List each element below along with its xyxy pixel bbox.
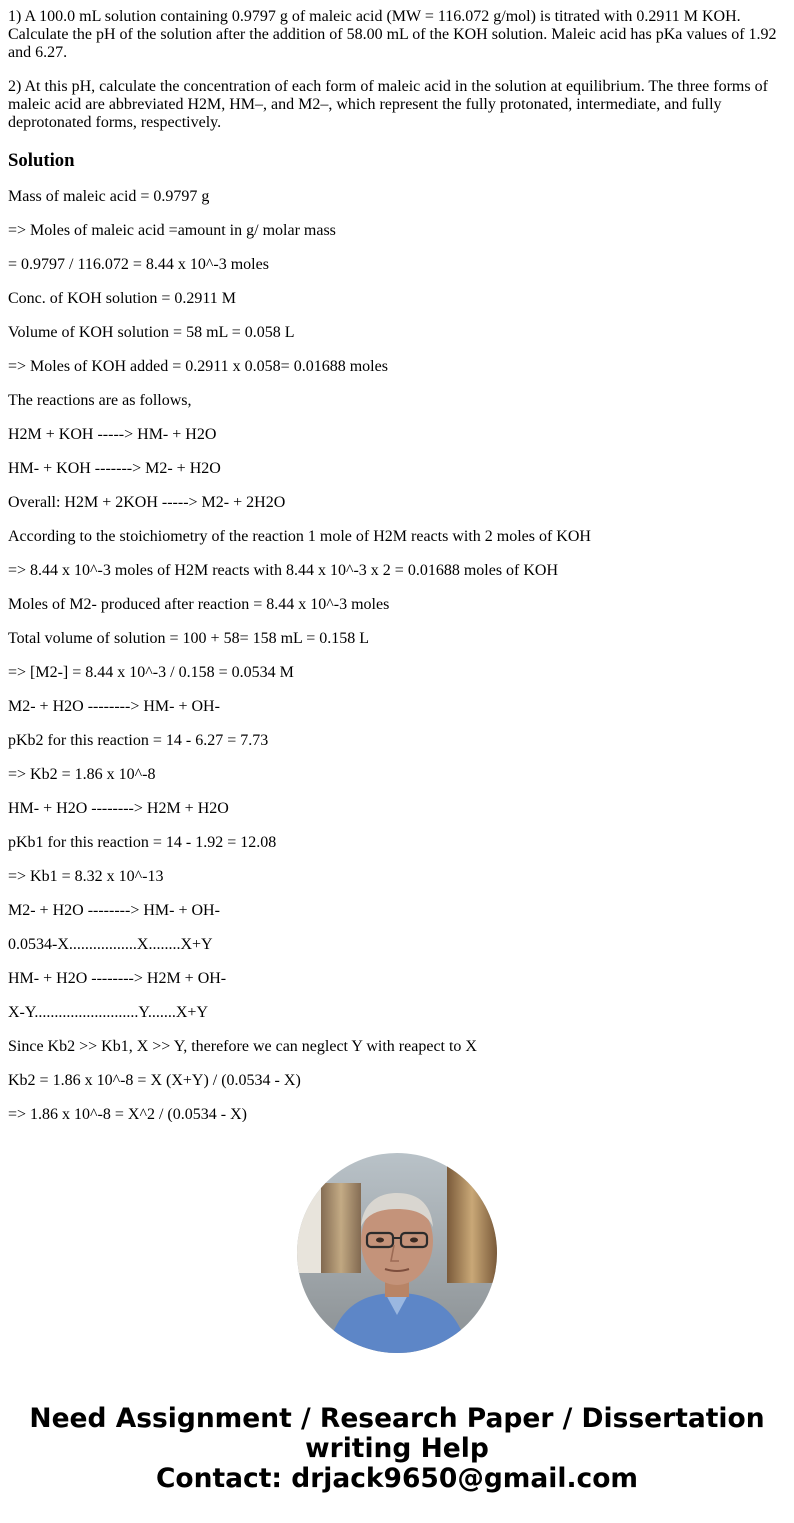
solution-line: Moles of M2- produced after reaction = 8.44 x 10^-3 moles bbox=[8, 596, 390, 613]
solution-line: => Kb2 = 1.86 x 10^-8 bbox=[8, 766, 156, 783]
solution-line: pKb1 for this reaction = 14 - 1.92 = 12.08 bbox=[8, 834, 277, 851]
solution-line: => Moles of KOH added = 0.2911 x 0.058= 0.01688 moles bbox=[8, 358, 388, 375]
solution-line: H2M + KOH -----> HM- + H2O bbox=[8, 426, 217, 443]
solution-line: Since Kb2 >> Kb1, X >> Y, therefore we can neglect Y with reapect to X bbox=[8, 1038, 477, 1055]
footer-line-1: Need Assignment / Research Paper / Dissertation bbox=[29, 1403, 765, 1434]
solution-line: HM- + H2O --------> H2M + H2O bbox=[8, 800, 229, 817]
solution-line: => Moles of maleic acid =amount in g/ molar mass bbox=[8, 222, 336, 239]
solution-line: => [M2-] = 8.44 x 10^-3 / 0.158 = 0.0534 M bbox=[8, 664, 294, 681]
solution-line: = 0.9797 / 116.072 = 8.44 x 10^-3 moles bbox=[8, 256, 269, 273]
solution-line: HM- + KOH -------> M2- + H2O bbox=[8, 460, 221, 477]
author-avatar bbox=[297, 1153, 497, 1353]
solution-line: => 1.86 x 10^-8 = X^2 / (0.0534 - X) bbox=[8, 1106, 247, 1122]
solution-lines bbox=[8, 188, 786, 1122]
solution-line: M2- + H2O --------> HM- + OH- bbox=[8, 902, 220, 919]
footer-line-2: writing Help bbox=[305, 1433, 489, 1464]
solution-line: Overall: H2M + 2KOH -----> M2- + 2H2O bbox=[8, 494, 286, 511]
footer-banner bbox=[0, 1404, 794, 1494]
solution-line: => 8.44 x 10^-3 moles of H2M reacts with 8.44 x 10^-3 x 2 = 0.01688 moles of KOH bbox=[8, 562, 559, 579]
solution-line: According to the stoichiometry of the reaction 1 mole of H2M reacts with 2 moles of KOH bbox=[8, 528, 591, 545]
solution-line: pKb2 for this reaction = 14 - 6.27 = 7.73 bbox=[8, 732, 269, 749]
document-body bbox=[8, 0, 786, 1122]
solution-line: Volume of KOH solution = 58 mL = 0.058 L bbox=[8, 324, 295, 341]
solution-line: => Kb1 = 8.32 x 10^-13 bbox=[8, 868, 164, 885]
solution-line: The reactions are as follows, bbox=[8, 392, 192, 409]
solution-line: X-Y..........................Y.......X+Y bbox=[8, 1004, 208, 1021]
solution-line: Total volume of solution = 100 + 58= 158 mL = 0.158 L bbox=[8, 630, 370, 647]
solution-line: M2- + H2O --------> HM- + OH- bbox=[8, 698, 220, 715]
solution-line: 0.0534-X.................X........X+Y bbox=[8, 936, 213, 953]
solution-heading: Solution bbox=[8, 150, 75, 171]
solution-line: HM- + H2O --------> H2M + OH- bbox=[8, 970, 227, 987]
solution-line: Kb2 = 1.86 x 10^-8 = X (X+Y) / (0.0534 - X) bbox=[8, 1072, 301, 1089]
footer-contact: Contact: drjack9650@gmail.com bbox=[155, 1463, 639, 1494]
question-2: 2) At this pH, calculate the concentration of each form of maleic acid in the solution at equilibrium. The three forms of maleic acid are abbreviated H2M, HM–, and M2–, which represent the fully protonated, intermediate, and fully deprotonated forms, respectively. bbox=[8, 78, 768, 131]
question-1: 1) A 100.0 mL solution containing 0.9797 g of maleic acid (MW = 116.072 g/mol) is titrated with 0.2911 M KOH. Calculate the pH of the solution after the addition of 58.00 mL of the KOH solution. Maleic acid has pKa values of 1.92 and 6.27. bbox=[8, 8, 777, 61]
solution-line: Conc. of KOH solution = 0.2911 M bbox=[8, 290, 236, 307]
solution-line: Mass of maleic acid = 0.9797 g bbox=[8, 188, 210, 205]
